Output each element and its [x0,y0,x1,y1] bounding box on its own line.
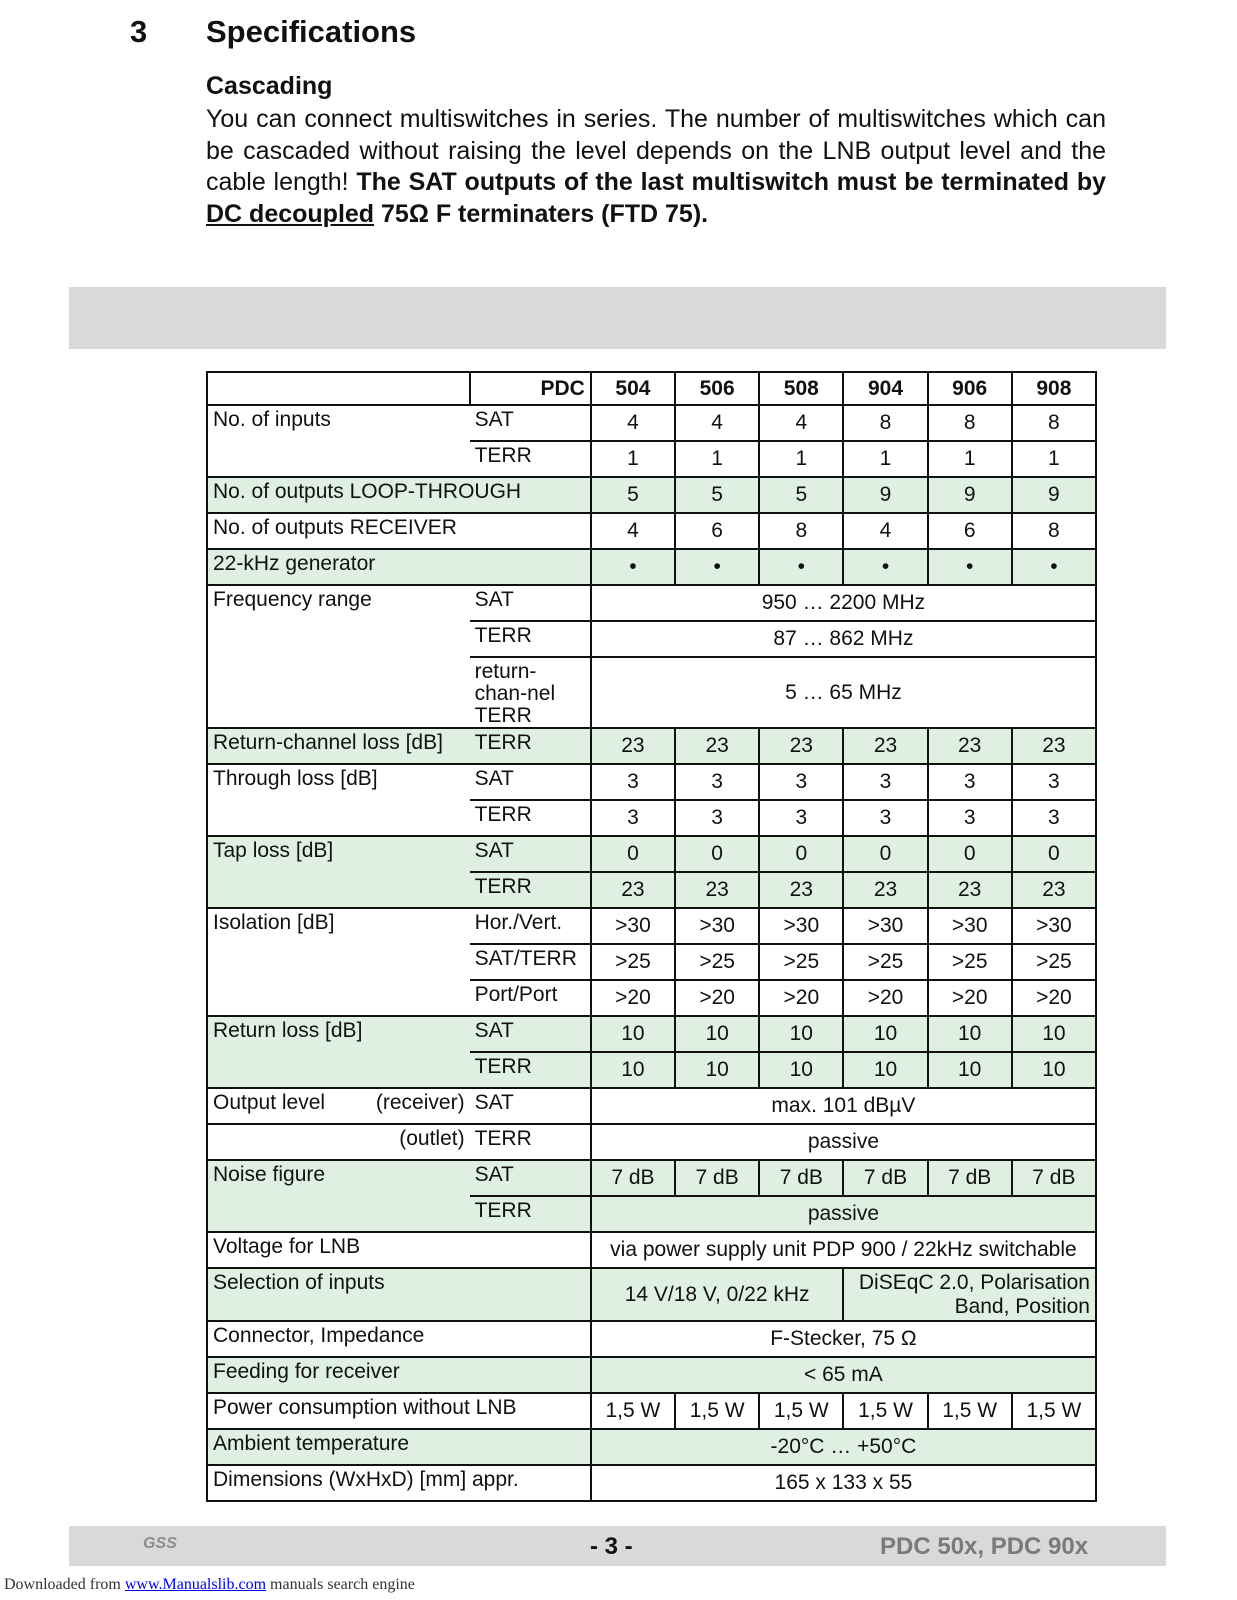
table-row: Frequency range SAT 950 … 2200 MHz [207,585,1096,621]
row-label: (outlet) [207,1124,470,1160]
row-label: Power consumption without LNB [207,1393,591,1429]
table-row: Port/Port >20 >20 >20 >20 >20 >20 [207,980,1096,1016]
manualslib-link[interactable]: www.Manualslib.com [124,1576,267,1593]
table-row: No. of inputs SAT 4 4 4 8 8 8 [207,405,1096,441]
row-sublabel: return-chan-nel TERR [470,657,591,728]
row-sublabel: TERR [470,728,591,764]
table-row: Selection of inputs 14 V/18 V, 0/22 kHz DiSEqC 2.0, Polarisation Band, Position [207,1268,1096,1321]
table-row: TERR 23 23 23 23 23 23 [207,872,1096,908]
row-label: No. of inputs [207,405,470,477]
row-label: No. of outputs LOOP-THROUGH [207,477,591,513]
table-row: Output level (receiver) SAT max. 101 dBµV [207,1088,1096,1124]
row-label: Feeding for receiver [207,1357,591,1393]
specifications-table [206,371,1097,1502]
row-label: Return loss [dB] [207,1016,470,1088]
header-pdc: PDC [470,372,591,405]
table-row: Return-channel loss [dB] TERR 23 23 23 23 23 23 [207,728,1096,764]
table-row: Noise figure SAT 7 dB 7 dB 7 dB 7 dB 7 dB 7 dB [207,1160,1096,1196]
row-sublabel: SAT [470,405,591,441]
row-label: Voltage for LNB [207,1232,591,1268]
row-sublabel: SAT [470,1088,591,1124]
section-number: 3 [130,14,148,49]
table-row: TERR 10 10 10 10 10 10 [207,1052,1096,1088]
row-sublabel: SAT [470,585,591,621]
row-label: Connector, Impedance [207,1321,591,1357]
table-row: return-chan-nel TERR 5 … 65 MHz [207,657,1096,728]
table-row: Isolation [dB] Hor./Vert. >30 >30 >30 >30 >30 >30 [207,908,1096,944]
table-row: No. of outputs RECEIVER 4 6 8 4 6 8 [207,513,1096,549]
row-label: No. of outputs RECEIVER [207,513,591,549]
row-sublabel: Hor./Vert. [470,908,591,944]
cascading-heading: Cascading [206,72,333,100]
row-label: Frequency range [207,585,470,728]
row-label: 22-kHz generator [207,549,591,585]
table-row: Tap loss [dB] SAT 0 0 0 0 0 0 [207,836,1096,872]
row-label: Through loss [dB] [207,764,470,836]
table-row: Return loss [dB] SAT 10 10 10 10 10 10 [207,1016,1096,1052]
row-sublabel: TERR [470,1196,591,1232]
row-sublabel: TERR [470,1052,591,1088]
table-row: (outlet) TERR passive [207,1124,1096,1160]
table-row: Feeding for receiver < 65 mA [207,1357,1096,1393]
header-model: 504 [591,372,675,405]
cascading-text: You can connect multiswitches in series. The number of multiswitches which can be cascaded without raising the level depends on the LNB output level and the cable length! The SAT outputs of the last multiswitch must be terminated by DC decoupled 75Ω F terminaters (FTD 75). [206,105,1106,228]
row-label: Selection of inputs [207,1268,591,1321]
row-sublabel: TERR [470,800,591,836]
table-row: TERR 87 … 862 MHz [207,621,1096,657]
row-sublabel: SAT [470,1016,591,1052]
header-model: 908 [1012,372,1096,405]
table-row: TERR 3 3 3 3 3 3 [207,800,1096,836]
download-notice: Downloaded from www.Manualslib.com manuals search engine [4,1576,415,1593]
table-row: 22-kHz generator • • • • • • [207,549,1096,585]
row-sublabel: Port/Port [470,980,591,1016]
row-label: Dimensions (WxHxD) [mm] appr. [207,1465,591,1501]
row-label: Noise figure [207,1160,470,1232]
cascading-section [206,70,1106,230]
row-label: Isolation [dB] [207,908,470,1016]
table-row: TERR 1 1 1 1 1 1 [207,441,1096,477]
row-label: Ambient temperature [207,1429,591,1465]
row-sublabel: TERR [470,1124,591,1160]
row-sublabel: TERR [470,621,591,657]
section-title: Specifications [206,14,417,49]
gss-logo: GSS [143,1535,177,1552]
header-model: 508 [759,372,843,405]
row-label: Return-channel loss [dB] [207,728,470,764]
table-row: Connector, Impedance F-Stecker, 75 Ω [207,1321,1096,1357]
table-row: Voltage for LNB via power supply unit PDP 900 / 22kHz switchable [207,1232,1096,1268]
row-sublabel: TERR [470,872,591,908]
row-label: Tap loss [dB] [207,836,470,908]
row-sublabel: SAT/TERR [470,944,591,980]
header-model: 904 [843,372,927,405]
selection-diseqc: DiSEqC 2.0, Polarisation Band, Position [843,1268,1096,1321]
row-sublabel: TERR [470,441,591,477]
footer-model: PDC 50x, PDC 90x [880,1533,1089,1560]
row-label: Output level (receiver) [207,1088,470,1124]
table-row: Power consumption without LNB 1,5 W 1,5 W 1,5 W 1,5 W 1,5 W 1,5 W [207,1393,1096,1429]
header-model: 906 [928,372,1012,405]
table-row: Ambient temperature -20°C … +50°C [207,1429,1096,1465]
table-row [207,372,1096,405]
row-sublabel: SAT [470,836,591,872]
section-header-bar [69,287,1166,349]
page-number: - 3 - [590,1533,633,1560]
table-row: Dimensions (WxHxD) [mm] appr. 165 x 133 x 55 [207,1465,1096,1501]
row-sublabel: SAT [470,1160,591,1196]
row-sublabel: SAT [470,764,591,800]
table-row: TERR passive [207,1196,1096,1232]
table-row: SAT/TERR >25 >25 >25 >25 >25 >25 [207,944,1096,980]
table-row: No. of outputs LOOP-THROUGH 5 5 5 9 9 9 [207,477,1096,513]
header-model: 506 [675,372,759,405]
table-row: Through loss [dB] SAT 3 3 3 3 3 3 [207,764,1096,800]
